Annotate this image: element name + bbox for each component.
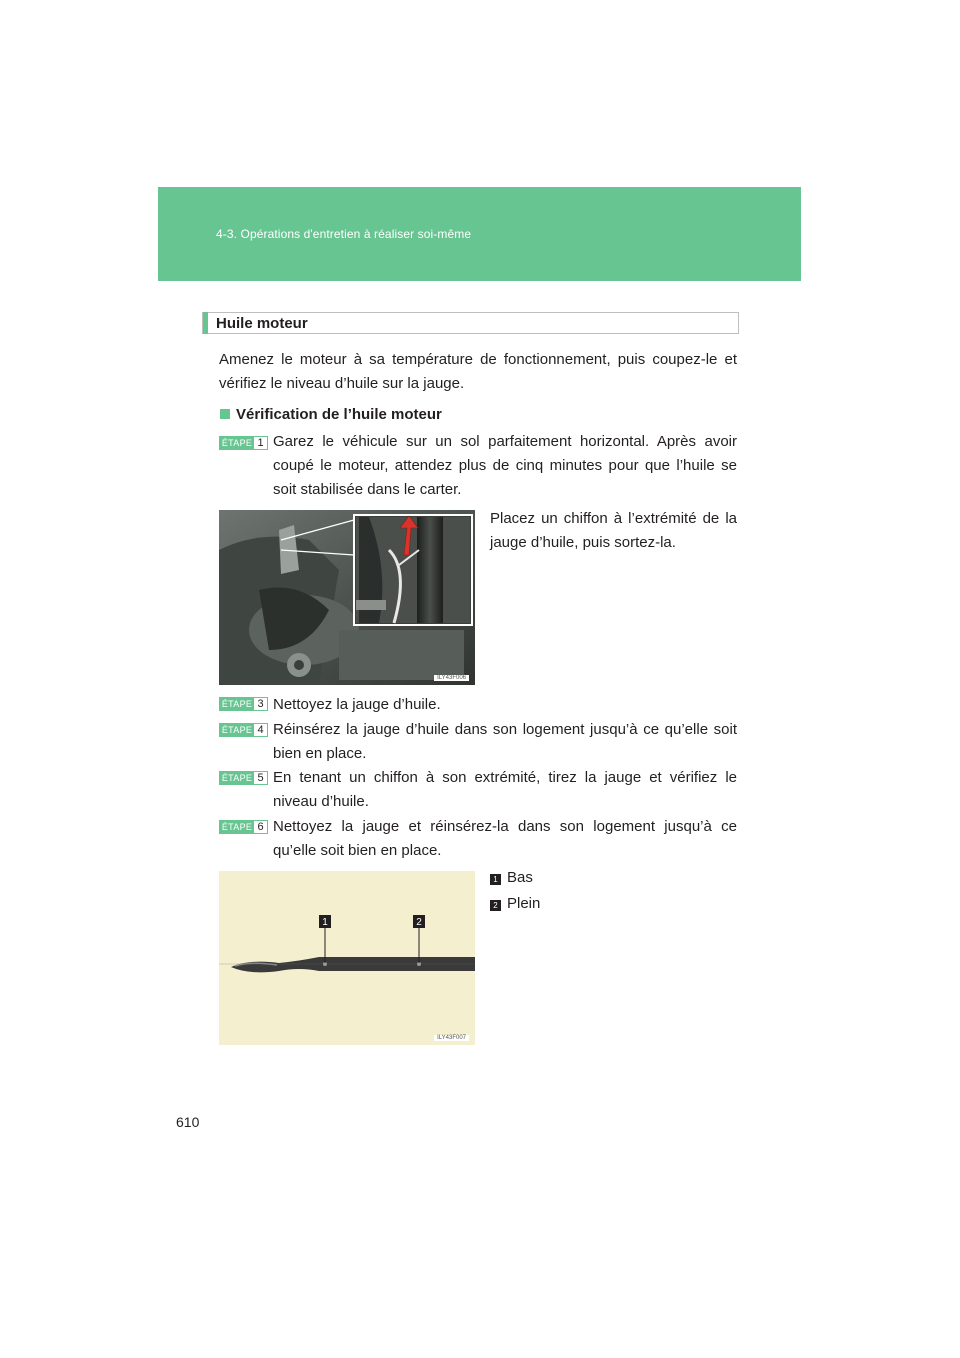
intro-paragraph: Amenez le moteur à sa température de fonctionnement, puis coupez-le et vérifiez le niveau d’huile sur la jauge. (219, 351, 737, 392)
dipstick-figure (219, 871, 475, 1045)
step-text-2: Placez un chiffon à l’extrémité de la jauge d’huile, puis sortez-la. (490, 510, 737, 551)
step-badge-3 (219, 697, 268, 711)
chapter-title: 4-3. Opérations d'entretien à réaliser soi-même (216, 227, 472, 241)
step-badge-number: 3 (254, 698, 267, 710)
step-text-6: Nettoyez la jauge et réinsérez-la dans son logement jusqu’à ce qu’elle soit bien en place. (273, 818, 737, 859)
step-badge-label: ÉTAPE (221, 438, 253, 448)
subheading-text: Vérification de l’huile moteur (236, 406, 442, 423)
section-title: Huile moteur (216, 315, 308, 332)
figure-code: ILY43F007 (434, 1035, 469, 1041)
step-badge-6 (219, 820, 268, 834)
square-bullet-icon (220, 409, 230, 419)
step-badge-1 (219, 436, 268, 450)
engine-photo (219, 510, 475, 685)
legend-label-2: Plein (507, 895, 541, 912)
section-accent (203, 312, 208, 334)
step-text-5: En tenant un chiffon à son extrémité, tirez la jauge et vérifiez le niveau d’huile. (273, 769, 737, 810)
chapter-header-band (158, 187, 801, 281)
step-badge-5 (219, 771, 268, 785)
step-badge-label: ÉTAPE (221, 699, 253, 709)
step-badge-number: 5 (254, 772, 267, 784)
step-text-1: Garez le véhicule sur un sol parfaitement horizontal. Après avoir coupé le moteur, attendez plus de cinq minutes pour que l’huile se soit stabilisée dans le carter. (273, 433, 737, 498)
step-badge-number: 6 (254, 821, 267, 833)
section-title-bar (202, 312, 739, 334)
figure-marker-1: 1 (322, 917, 328, 928)
figure-code: ILY43F006 (434, 675, 469, 681)
figure-marker-2: 2 (416, 917, 422, 928)
step-badge-number: 1 (254, 437, 267, 449)
step-badge-label: ÉTAPE (221, 725, 253, 735)
step-text-3: Nettoyez la jauge d’huile. (273, 696, 441, 713)
legend-item-1 (490, 869, 533, 886)
page-number: 610 (176, 1114, 200, 1130)
step-badge-label: ÉTAPE (221, 822, 253, 832)
step-text-4: Réinsérez la jauge d’huile dans son logement jusqu’à ce qu’elle soit bien en place. (273, 721, 737, 762)
legend-item-2 (490, 895, 540, 912)
dipstick-illustration (219, 871, 475, 1045)
legend-marker-1: 1 (490, 874, 501, 885)
legend-label-1: Bas (507, 869, 533, 886)
step-badge-number: 4 (254, 724, 267, 736)
engine-photo-illustration (219, 510, 475, 685)
legend-marker-2: 2 (490, 900, 501, 911)
step-badge-label: ÉTAPE (221, 773, 253, 783)
subheading (220, 406, 442, 423)
step-badge-4 (219, 723, 268, 737)
